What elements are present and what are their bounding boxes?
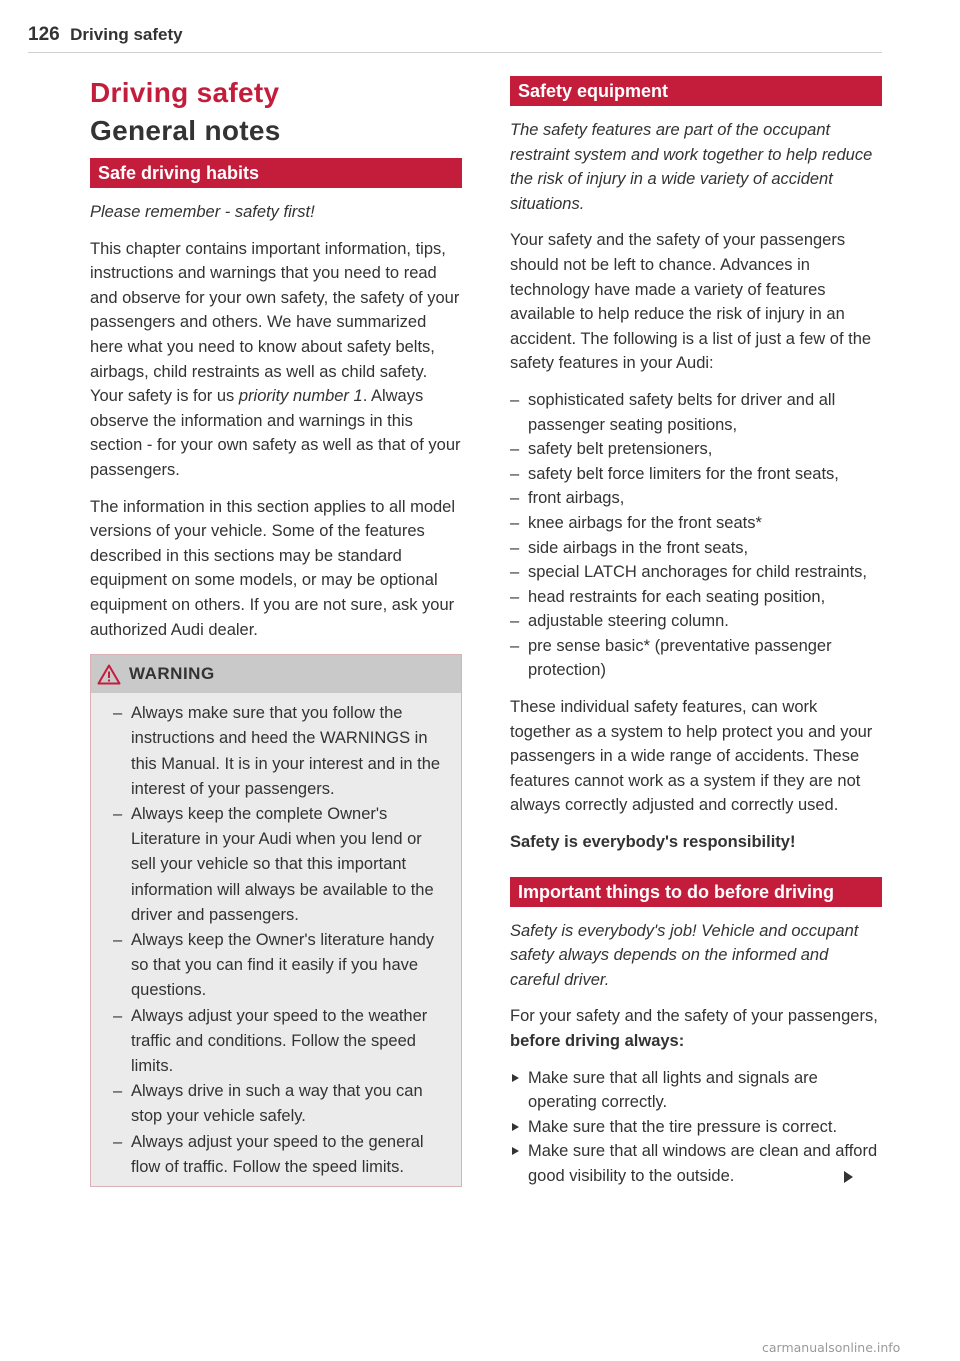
subsection-bar-safety-equipment: Safety equipment [510,76,882,106]
chapter-title: Driving safety [90,77,280,108]
intro-text: The safety features are part of the occupant restraint system and work together to help reduce the risk of injury in a wide variety of accident situations. [510,121,873,213]
p1-text-b: . Always observe the information and warnings in this section - for your own safety as well as that of your passengers. [90,387,461,479]
continue-arrow-icon [844,1171,853,1183]
triangle-bullet-icon [512,1147,519,1155]
feature-item: – head restraints for each seating position, [510,585,882,610]
running-section-title: Driving safety [70,25,183,44]
before-driving-steps [510,1066,882,1189]
warning-item: – Always keep the Owner's literature handy so that you can find it easily if you have questions. [113,928,451,1004]
step-item [510,1139,882,1188]
intro-text: Please remember - safety first! [90,203,315,221]
body-paragraph: These individual safety features, can work together as a system to help protect you and your passengers in a wide range of accidents. These features cannot work as a system if they are not always correctly adjusted and correctly used. [510,698,873,815]
triangle-bullet-icon [512,1074,519,1082]
p1-emphasis: priority number 1 [238,387,363,406]
page-number: 126 [28,24,60,45]
feature-item: – safety belt pretensioners, [510,437,882,462]
warning-item: – Always keep the complete Owner's Literature in your Audi when you lend or sell your vehicle so that this important information will always be available to the driver and passengers. [113,802,451,928]
right-column [510,76,882,1189]
warning-box [90,654,462,1187]
feature-item: – front airbags, [510,486,882,511]
body-paragraph: The information in this section applies to all model versions of your vehicle. Some of the features described in this sections may be standard equipment on some models, or may be optional equipment on others. If you are not sure, ask your authorized Audi dealer. [90,497,456,639]
body-paragraph [90,237,462,483]
subsection-bar-before-driving: Important things to do before driving [510,877,882,907]
safety-features-list [510,388,882,683]
feature-item: – pre sense basic* (preventative passenger protection) [510,634,882,683]
left-column [90,76,462,1187]
intro-text: Safety is everybody's job! Vehicle and occupant safety always depends on the informed and careful driver. [510,921,859,989]
warning-item: – Always adjust your speed to the general flow of traffic. Follow the speed limits. [113,1130,451,1180]
page-header [28,24,881,46]
responsibility-statement: Safety is everybody's responsibility! [510,833,796,852]
warning-body [91,693,461,1186]
warning-item: – Always adjust your speed to the weather traffic and conditions. Follow the speed limits. [113,1004,451,1080]
feature-item: – adjustable steering column. [510,609,882,634]
feature-item: – special LATCH anchorages for child restraints, [510,560,882,585]
subsection-bar-safe-driving-habits: Safe driving habits [90,158,462,188]
feature-item: – sophisticated safety belts for driver and all passenger seating positions, [510,388,882,437]
feature-item: – knee airbags for the front seats* [510,511,882,536]
warning-triangle-icon [97,664,121,685]
step-text: Make sure that the tire pressure is correct. [528,1117,838,1136]
watermark: carmanualsonline.info [762,1340,901,1355]
feature-item: – side airbags in the front seats, [510,536,882,561]
header-divider [28,52,882,53]
body-paragraph: Your safety and the safety of your passengers should not be left to chance. Advances in technology have made a variety of features available to help reduce the risk of injury in an accident. The following is a list of just a few of the safety features in your Audi: [510,231,872,373]
warning-title: WARNING [129,664,215,684]
p1-text-a: This chapter contains important information, tips, instructions and warnings that you need to read and observe for your own safety, the safety of your passengers and others. We have summarized here what you need to know about safety belts, airbags, child restraints as well as child safety. Your safety is for us [90,239,460,406]
warning-item: – Always drive in such a way that you can stop your vehicle safely. [113,1079,451,1129]
p3-bold: before driving always: [510,1032,685,1050]
step-item [510,1115,882,1140]
warning-list [113,701,451,1180]
p3-text: For your safety and the safety of your passengers, [510,1007,878,1026]
body-paragraph [510,1004,882,1053]
section-title: General notes [90,115,281,146]
step-text: Make sure that all windows are clean and afford good visibility to the outside. [528,1142,878,1185]
step-item [510,1066,882,1115]
warning-item: – Always make sure that you follow the instructions and heed the WARNINGS in this Manual. It is in your interest and in the interest of your passengers. [113,701,451,802]
warning-header [91,655,461,693]
triangle-bullet-icon [512,1123,519,1131]
feature-item: – safety belt force limiters for the front seats, [510,462,882,487]
step-text: Make sure that all lights and signals are operating correctly. [528,1068,818,1112]
